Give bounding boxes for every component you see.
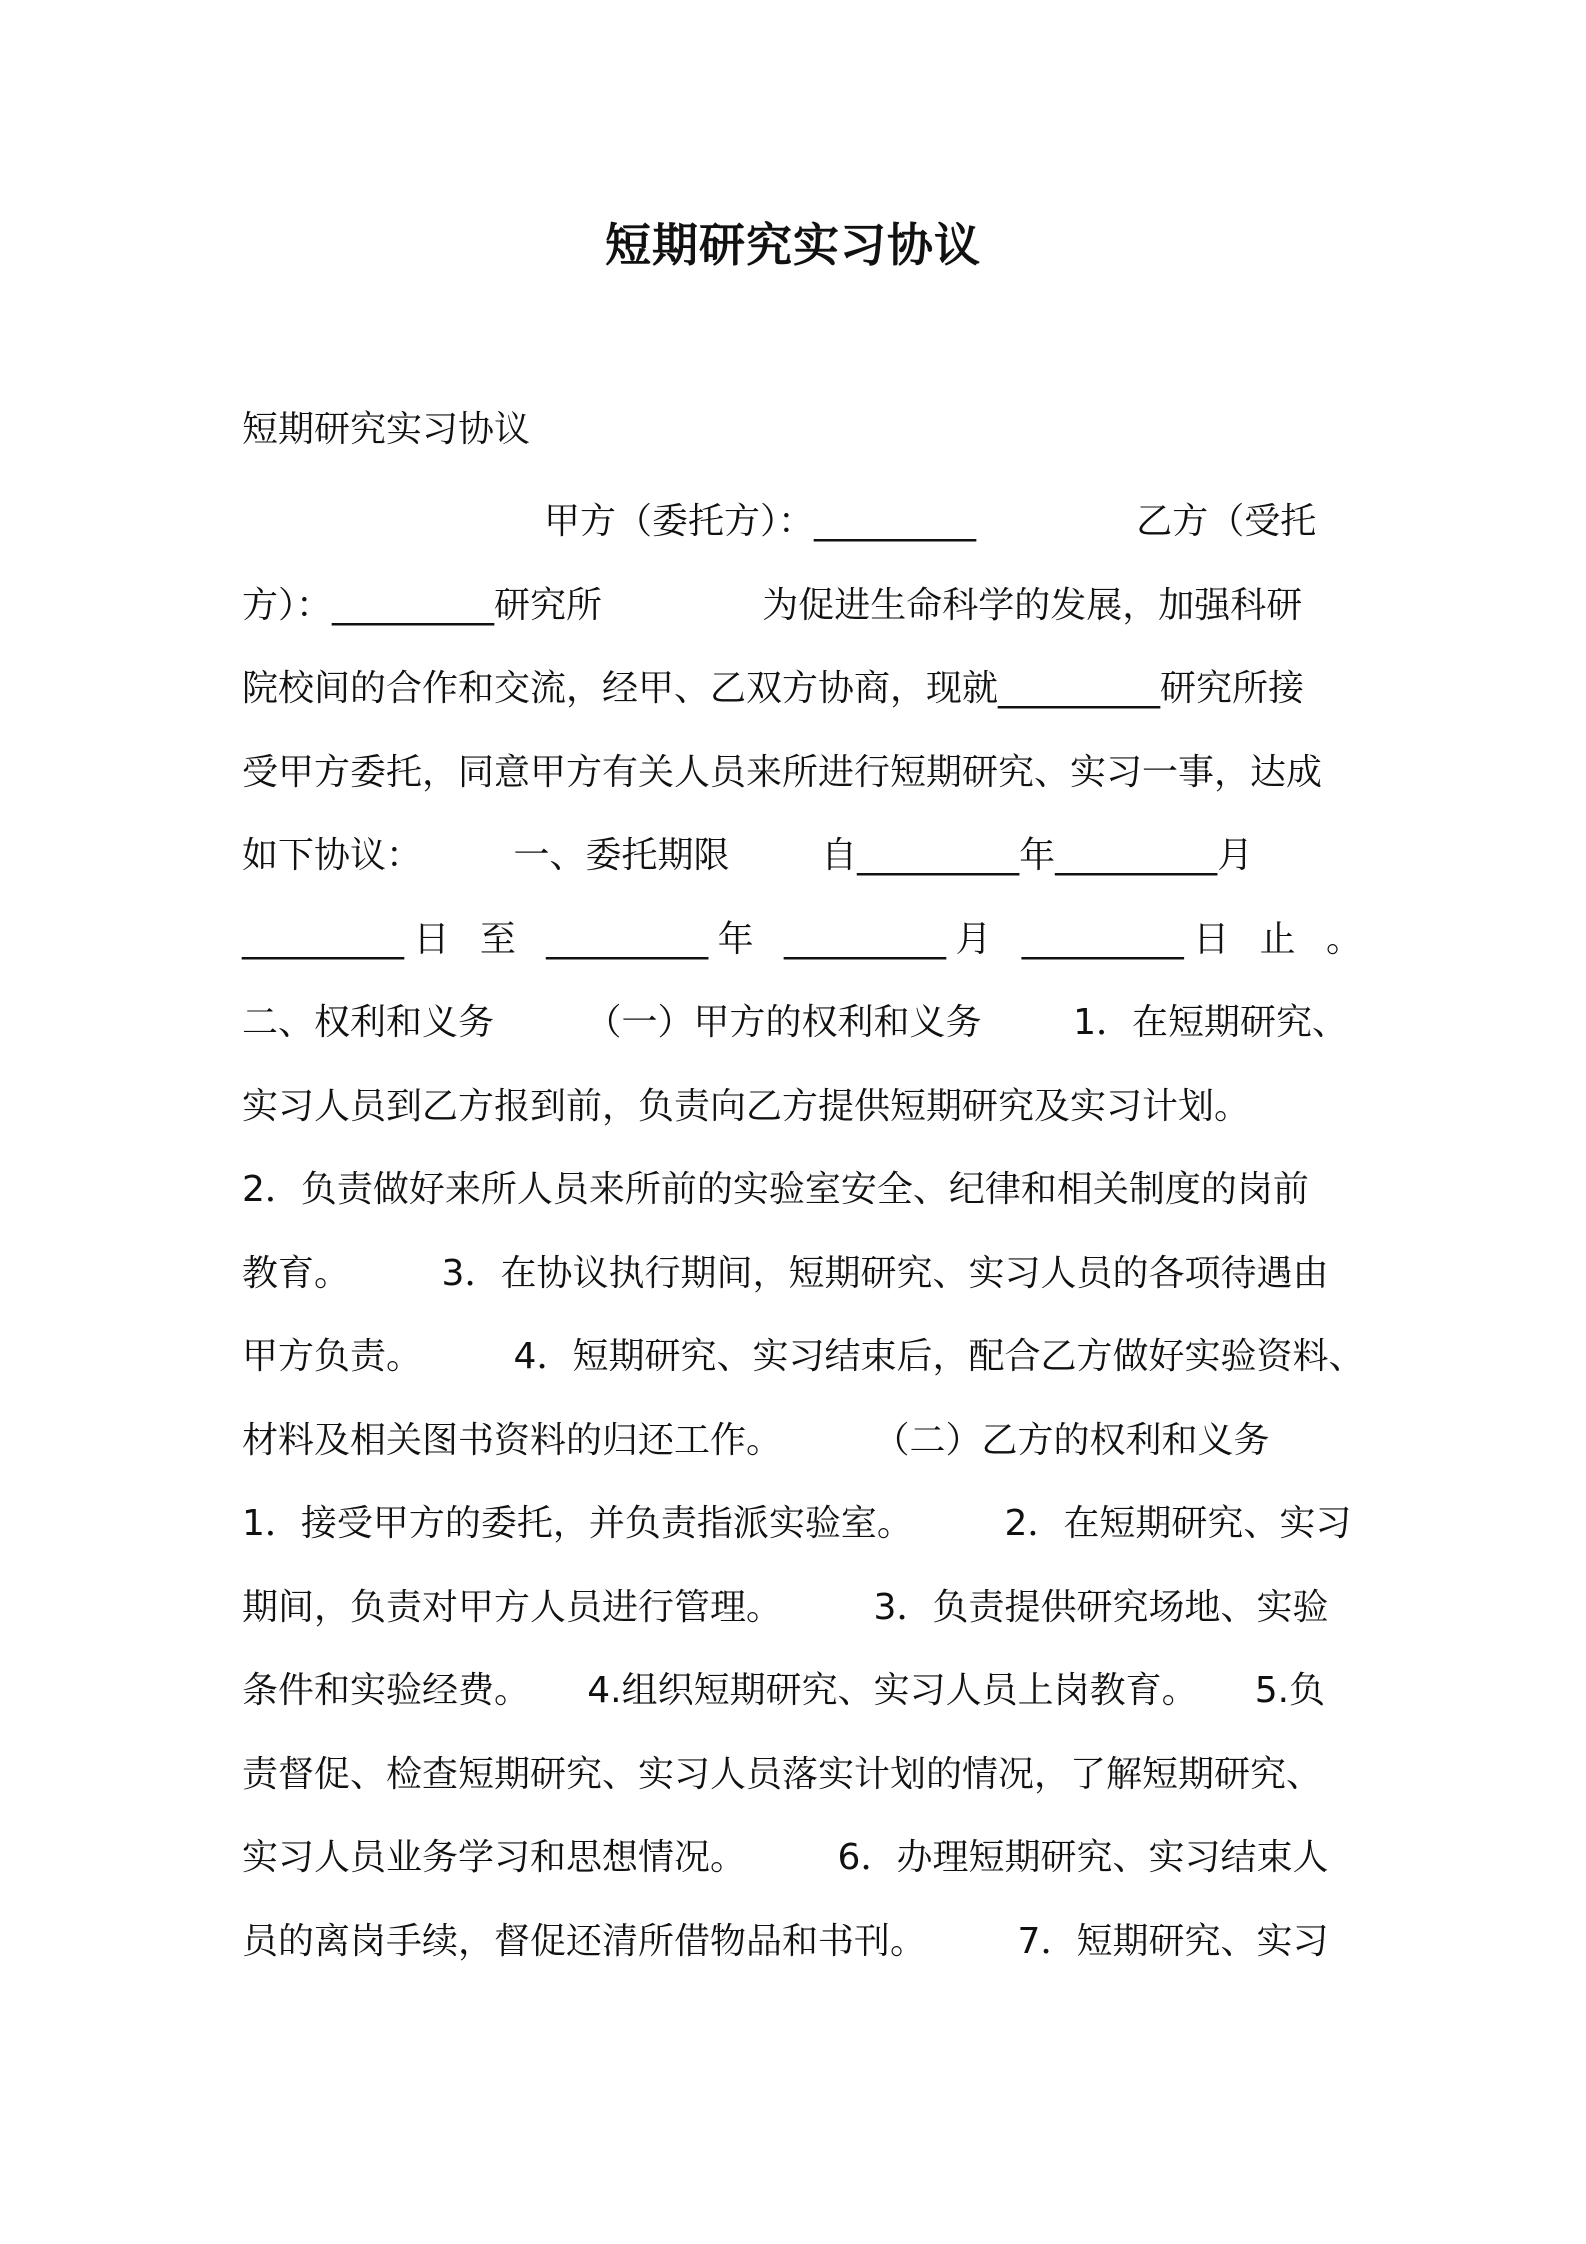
document-title: 短期研究实习协议 bbox=[605, 218, 981, 272]
body-line: _________日 至 _________年 _________月 _________日 止 。 bbox=[242, 918, 1362, 960]
body-line: 甲方（委托方）：_________ 乙方（受托 bbox=[544, 501, 1317, 542]
document-subtitle: 短期研究实习协议 bbox=[242, 409, 531, 450]
body-line: 条件和实验经费。 4.组织短期研究、实习人员上岗教育。 5.负 bbox=[242, 1670, 1326, 1711]
body-line: 员的离岗手续，督促还清所借物品和书刊。 7．短期研究、实习 bbox=[242, 1920, 1329, 1962]
body-line: 如下协议： 一、委托期限 自_________年_________月 bbox=[242, 835, 1254, 876]
body-line: 实习人员业务学习和思想情况。 6．办理短期研究、实习结束人 bbox=[242, 1837, 1329, 1878]
body-line: 材料及相关图书资料的归还工作。 （二）乙方的权利和义务 bbox=[242, 1419, 1270, 1461]
body-line: 受甲方委托，同意甲方有关人员来所进行短期研究、实习一事，达成 bbox=[242, 751, 1323, 793]
body-line: 1．接受甲方的委托，并负责指派实验室。 2．在短期研究、实习 bbox=[242, 1503, 1352, 1544]
body-line: 教育。 3．在协议执行期间，短期研究、实习人员的各项待遇由 bbox=[242, 1252, 1329, 1294]
body-line: 期间，负责对甲方人员进行管理。 3．负责提供研究场地、实验 bbox=[242, 1586, 1329, 1628]
body-line: 实习人员到乙方报到前，负责向乙方提供短期研究及实习计划。 bbox=[242, 1085, 1251, 1127]
body-line: 二、权利和义务 （一）甲方的权利和义务 1．在短期研究、 bbox=[242, 1002, 1348, 1043]
body-line: 2．负责做好来所人员来所前的实验室安全、纪律和相关制度的岗前 bbox=[242, 1169, 1309, 1210]
body-line: 甲方负责。 4．短期研究、实习结束后，配合乙方做好实验资料、 bbox=[242, 1336, 1365, 1377]
document-body bbox=[242, 480, 1365, 1983]
body-line: 责督促、检查短期研究、实习人员落实计划的情况，了解短期研究、 bbox=[242, 1753, 1323, 1795]
body-line: 院校间的合作和交流，经甲、乙双方协商，现就_________研究所接 bbox=[242, 668, 1305, 709]
body-line: 方）：_________研究所 为促进生命科学的发展，加强科研 bbox=[242, 584, 1303, 626]
